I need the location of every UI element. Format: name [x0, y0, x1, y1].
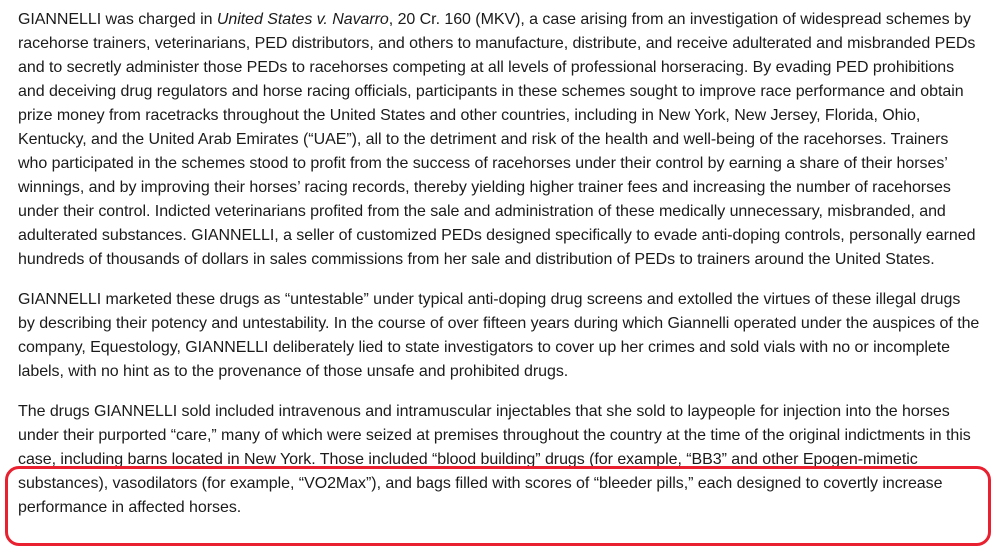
paragraph-marketing: GIANNELLI marketed these drugs as “untestable” under typical anti-doping drug screens and extolled the virtues of these illegal drugs by describing their potency and untestability. In the course of over fifteen years during which Giannelli operated under the auspices of the company, Equestology, GIANNELLI deliberately lied to state investigators to cover up her crimes and sold vials with no or incomplete labels, with no hint as to the provenance of those unsafe and prohibited drugs.: [18, 291, 980, 380]
paragraph-charges: [18, 8, 980, 272]
paragraph-charges-text-rest: , 20 Cr. 160 (MKV), a case arising from an investigation of widespread schemes by racehorse trainers, veterinarians, PED distributors, and others to manufacture, distribute, and receive adulterated and misbranded PEDs and to secretly administer those PEDs to racehorses competing at all levels of professional horseracing. By evading PED prohibitions and deceiving drug regulators and horse racing officials, participants in these schemes sought to improve race performance and obtain prize money from racetracks throughout the United States and other countries, including in New York, New Jersey, Florida, Ohio, Kentucky, and the United Arab Emirates (“UAE”), all to the detriment and risk of the health and well-being of the racehorses. Trainers who participated in the schemes stood to profit from the success of racehorses under their control by earning a share of their horses’ winnings, and by improving their horses’ racing records, thereby yielding higher trainer fees and increasing the number of racehorses under their control. Indicted veterinarians profited from the sale and administration of these medically unnecessary, misbranded, and adulterated substances. GIANNELLI, a seller of customized PEDs designed specifically to evade anti-doping controls, personally earned hundreds of thousands of dollars in sales commissions from her sale and distribution of PEDs to trainers around the United States.: [18, 11, 976, 268]
paragraph-drugs-sold: The drugs GIANNELLI sold included intravenous and intramuscular injectables that she sold to laypeople for injection into the horses under their purported “care,” many of which were seized at premises throughout the country at the time of the original indictments in this case, including barns located in New York. Those included “blood building” drugs (for example, “BB3” and other Epogen-mimetic substances), vasodilators (for example, “VO2Max”), and bags filled with scores of “bleeder pills,” each designed to covertly increase performance in affected horses.: [18, 403, 971, 516]
case-name: United States v. Navarro: [216, 11, 389, 28]
paragraph-charges-text-start: GIANNELLI was charged in: [18, 11, 217, 28]
press-release-body: [18, 8, 980, 536]
